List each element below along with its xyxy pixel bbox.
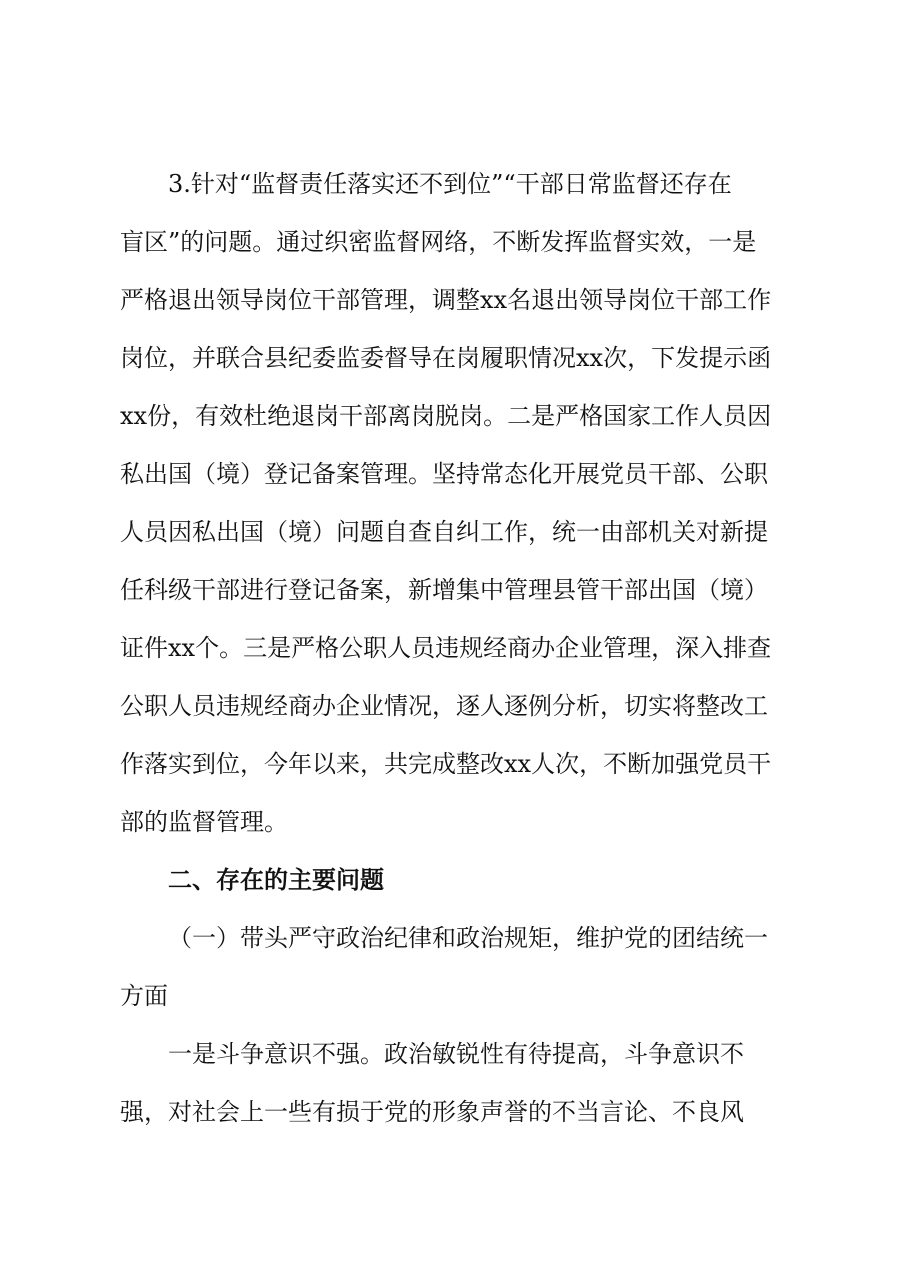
paragraph-line: 严格退出领导岗位干部管理，调整xx名退出领导岗位干部工作 <box>120 286 772 314</box>
paragraph-line: 一是斗争意识不强。政治敏锐性有待提高，斗争意识不 <box>168 1040 744 1068</box>
paragraph-line: 人员因私出国（境）问题自查自纠工作，统一由部机关对新提 <box>120 518 768 546</box>
paragraph-line: xx份，有效杜绝退岗干部离岗脱岗。二是严格国家工作人员因 <box>120 402 772 430</box>
paragraph-line: 3.针对“监督责任落实还不到位”“干部日常监督还存在 <box>168 170 732 198</box>
paragraph-line: 私出国（境）登记备案管理。坚持常态化开展党员干部、公职 <box>120 460 768 488</box>
paragraph-line: 强，对社会上一些有损于党的形象声誉的不当言论、不良风 <box>120 1098 744 1126</box>
paragraph-line: 部的监督管理。 <box>120 808 288 836</box>
paragraph-line: 作落实到位，今年以来，共完成整改xx人次，不断加强党员干 <box>120 750 772 778</box>
subsection-heading: （一）带头严守政治纪律和政治规矩，维护党的团结统一 <box>168 924 768 952</box>
paragraph-line: 岗位，并联合县纪委监委督导在岗履职情况xx次，下发提示函 <box>120 344 772 372</box>
section-heading: 二、存在的主要问题 <box>168 866 384 894</box>
paragraph-line: 任科级干部进行登记备案，新增集中管理县管干部出国（境） <box>120 576 768 604</box>
paragraph-line: 公职人员违规经商办企业情况，逐人逐例分析，切实将整改工 <box>120 692 768 720</box>
paragraph-line: 盲区”的问题。通过织密监督网络，不断发挥监督实效，一是 <box>120 228 757 256</box>
subsection-heading-continuation: 方面 <box>120 982 168 1010</box>
paragraph-line: 证件xx个。三是严格公职人员违规经商办企业管理，深入排查 <box>120 634 772 662</box>
